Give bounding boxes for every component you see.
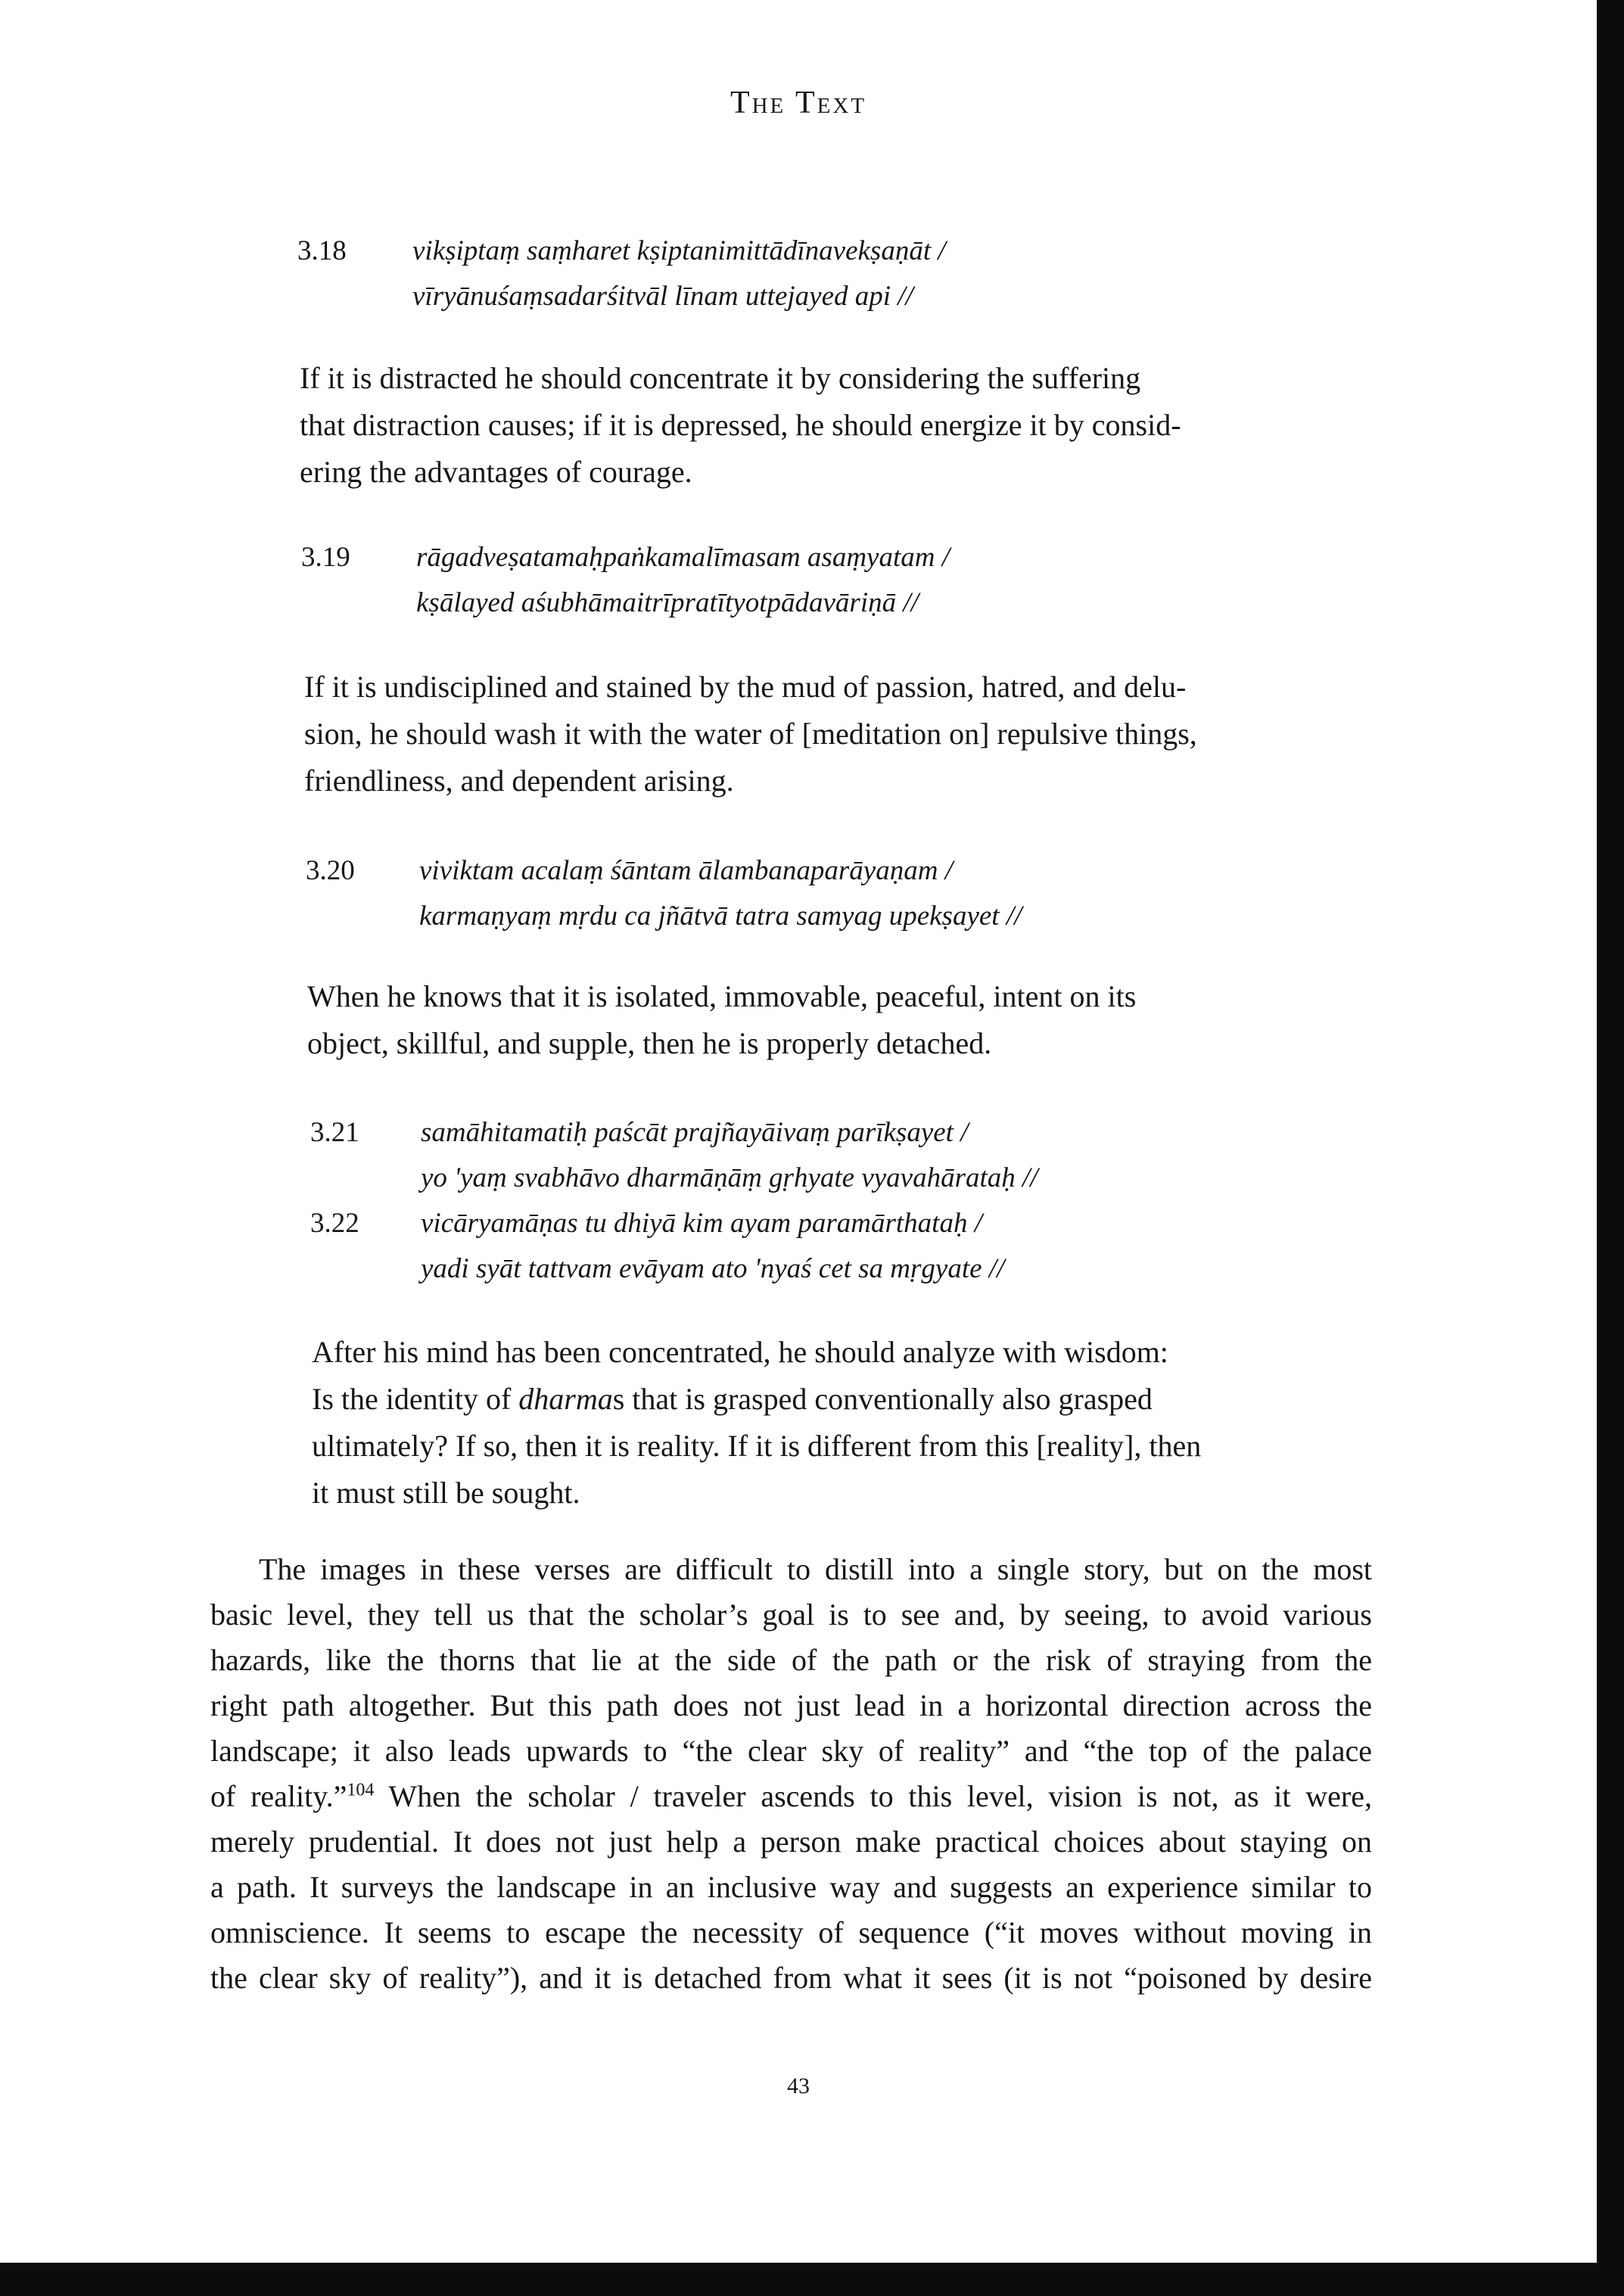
translation-line: When he knows that it is isolated, immovable, peaceful, intent on its: [307, 979, 1137, 1013]
verse-line: yo 'yaṃ svabhāvo dharmāṇāṃ gṛhyate vyavahārataḥ //: [421, 1162, 1038, 1193]
body-line: the clear sky of reality”), and it is detached from what it sees (it is not “poisoned by desire: [210, 1961, 1372, 1995]
translation-paragraph: [312, 1329, 1356, 1517]
body-text: of reality.”: [210, 1779, 347, 1813]
verse-number: 3.20: [306, 855, 355, 886]
body-line: omniscience. It seems to escape the necessity of sequence (“it moves without moving in: [210, 1915, 1372, 1949]
body-text: When the scholar / traveler ascends to this level, vision is not, as it were,: [374, 1779, 1372, 1813]
verse-line: vīryānuśaṃsadarśitvāl līnam uttejayed api //: [412, 281, 913, 312]
body-paragraph: [210, 1547, 1372, 2001]
verse-line: kṣālayed aśubhāmaitrīpratītyotpādavāriṇā //: [416, 587, 919, 618]
translation-line: ultimately? If so, then it is reality. If it is different from this [reality], then: [312, 1429, 1202, 1463]
translation-line: object, skillful, and supple, then he is properly detached.: [307, 1026, 992, 1060]
translation-paragraph: [307, 973, 1352, 1067]
body-line: The images in these verses are difficult to distill into a single story, but on the most: [259, 1552, 1372, 1586]
translation-line: ering the advantages of courage.: [300, 455, 692, 489]
verse-number: 3.18: [297, 235, 347, 266]
verse-line: karmaṇyaṃ mṛdu ca jñātvā tatra samyag upekṣayet //: [419, 901, 1022, 932]
scan-border-right: [1597, 0, 1624, 2296]
translation-line: it must still be sought.: [312, 1476, 580, 1510]
body-line: right path altogether. But this path does not just lead in a horizontal direction across the: [210, 1688, 1372, 1722]
scan-border-bottom: [0, 2263, 1624, 2296]
translation-text: s that is grasped conventionally also grasped: [612, 1382, 1153, 1416]
verse-line: yadi syāt tattvam evāyam ato 'nyaś cet sa mṛgyate //: [421, 1253, 1005, 1284]
translation-line: [312, 1376, 1356, 1423]
body-line: merely prudential. It does not just help a person make practical choices about staying on: [210, 1825, 1372, 1859]
translation-line: After his mind has been concentrated, he should analyze with wisdom:: [312, 1335, 1168, 1369]
body-line: landscape; it also leads upwards to “the clear sky of reality” and “the top of the palace: [210, 1734, 1372, 1768]
translation-line: If it is distracted he should concentrate it by considering the suffering: [300, 361, 1141, 395]
verse-number: 3.22: [310, 1208, 359, 1239]
verse-line: vicāryamāṇas tu dhiyā kim ayam paramārthataḥ /: [421, 1208, 982, 1239]
verse-line: vikṣiptaṃ saṃharet kṣiptanimittādīnavekṣaṇāt /: [412, 235, 946, 266]
body-line: [210, 1774, 1372, 1819]
footnote-reference[interactable]: 104: [347, 1780, 375, 1800]
translation-line: sion, he should wash it with the water of [meditation on] repulsive things,: [304, 717, 1197, 751]
verse-number: 3.19: [301, 542, 350, 573]
verse-line: samāhitamatiḥ paścāt prajñayāivaṃ parīkṣayet /: [421, 1117, 969, 1148]
translation-line: that distraction causes; if it is depressed, he should energize it by consid-: [300, 408, 1181, 442]
translation-line: friendliness, and dependent arising.: [304, 764, 734, 798]
verse-block: [306, 848, 1441, 939]
verse-block: [301, 535, 1436, 626]
translation-italic-term: dharma: [518, 1382, 613, 1416]
body-line: a path. It surveys the landscape in an inclusive way and suggests an experience similar to: [210, 1870, 1372, 1904]
translation-paragraph: [304, 664, 1349, 804]
translation-paragraph: [300, 355, 1344, 496]
verse-line: viviktam acalaṃ śāntam ālambanaparāyaṇam /: [419, 855, 953, 886]
body-line: basic level, they tell us that the scholar’s goal is to see and, by seeing, to avoid various: [210, 1598, 1372, 1632]
verse-block: [297, 229, 1433, 319]
verse-number: 3.21: [310, 1117, 359, 1148]
body-line: hazards, like the thorns that lie at the side of the path or the risk of straying from the: [210, 1643, 1372, 1677]
running-head-title: The Text: [730, 86, 867, 120]
translation-line: If it is undisciplined and stained by the mud of passion, hatred, and delu-: [304, 670, 1187, 704]
page-number: 43: [787, 2074, 810, 2098]
translation-text: Is the identity of: [312, 1382, 519, 1416]
verse-line: rāgadveṣatamaḥpaṅkamalīmasam asaṃyatam /: [416, 542, 950, 573]
verse-block: [310, 1110, 1445, 1292]
